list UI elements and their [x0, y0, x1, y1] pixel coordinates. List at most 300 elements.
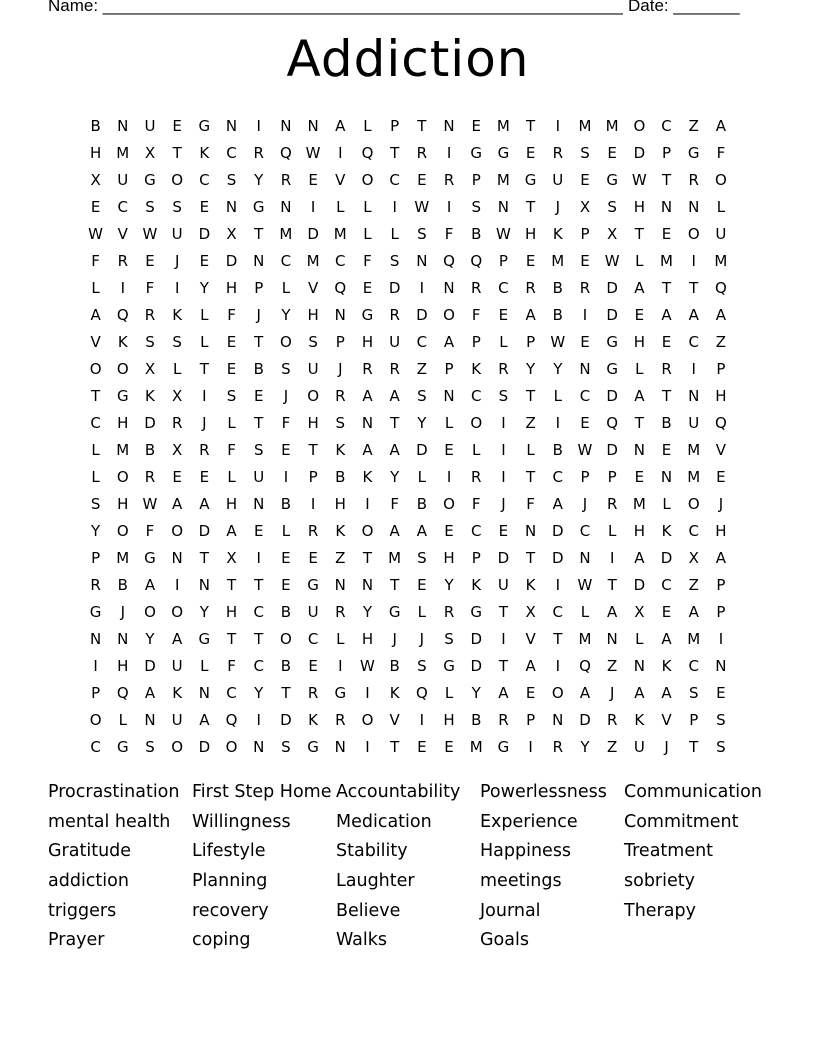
grid-letter[interactable]: A: [389, 521, 400, 540]
grid-letter[interactable]: A: [144, 683, 156, 702]
grid-letter[interactable]: T: [661, 386, 672, 405]
grid-letter[interactable]: T: [661, 278, 672, 297]
grid-letter[interactable]: R: [335, 386, 346, 405]
grid-letter[interactable]: C: [579, 521, 591, 540]
grid-letter[interactable]: W: [414, 197, 430, 216]
grid-letter[interactable]: I: [691, 251, 696, 270]
grid-letter[interactable]: I: [718, 629, 724, 648]
grid-letter[interactable]: C: [335, 251, 346, 270]
grid-letter[interactable]: C: [416, 332, 428, 351]
grid-letter[interactable]: M: [496, 116, 510, 135]
grid-letter[interactable]: K: [335, 521, 346, 540]
grid-letter[interactable]: W: [305, 143, 321, 162]
grid-letter[interactable]: K: [634, 710, 645, 729]
grid-letter[interactable]: A: [90, 305, 101, 324]
grid-letter[interactable]: D: [225, 251, 238, 270]
grid-letter[interactable]: S: [90, 494, 101, 513]
grid-letter[interactable]: T: [254, 575, 264, 594]
grid-letter[interactable]: T: [308, 440, 318, 459]
grid-letter[interactable]: R: [389, 305, 400, 324]
grid-letter[interactable]: P: [471, 548, 481, 567]
grid-letter[interactable]: T: [634, 413, 644, 432]
grid-letter[interactable]: E: [498, 521, 509, 540]
grid-letter[interactable]: D: [552, 548, 564, 567]
grid-letter[interactable]: T: [172, 143, 182, 162]
grid-letter[interactable]: N: [579, 548, 591, 567]
grid-letter[interactable]: S: [444, 629, 454, 648]
grid-letter[interactable]: N: [443, 116, 455, 135]
grid-letter[interactable]: L: [580, 602, 590, 621]
grid-letter[interactable]: K: [525, 575, 536, 594]
grid-letter[interactable]: E: [417, 737, 427, 756]
grid-letter[interactable]: C: [661, 575, 672, 594]
grid-letter[interactable]: N: [361, 413, 374, 432]
grid-letter[interactable]: E: [716, 683, 726, 702]
grid-letter[interactable]: N: [280, 116, 292, 135]
grid-letter[interactable]: G: [470, 602, 483, 621]
grid-letter[interactable]: W: [88, 224, 104, 243]
grid-letter[interactable]: Q: [116, 683, 129, 702]
grid-letter[interactable]: B: [661, 413, 672, 432]
grid-letter[interactable]: M: [660, 251, 673, 270]
grid-letter[interactable]: K: [471, 359, 482, 378]
grid-letter[interactable]: G: [388, 602, 401, 621]
grid-letter[interactable]: W: [360, 656, 375, 675]
grid-letter[interactable]: P: [471, 332, 481, 351]
grid-letter[interactable]: P: [444, 359, 454, 378]
grid-letter[interactable]: L: [91, 467, 100, 486]
grid-letter[interactable]: P: [254, 278, 264, 297]
grid-letter[interactable]: P: [580, 467, 590, 486]
grid-letter[interactable]: S: [716, 737, 726, 756]
grid-letter[interactable]: P: [471, 170, 481, 189]
grid-letter[interactable]: N: [552, 710, 564, 729]
grid-letter[interactable]: O: [225, 737, 238, 756]
grid-letter[interactable]: L: [390, 224, 399, 243]
grid-letter[interactable]: Y: [390, 467, 400, 486]
grid-letter[interactable]: M: [306, 251, 320, 270]
grid-letter[interactable]: M: [687, 467, 701, 486]
grid-letter[interactable]: B: [253, 359, 264, 378]
grid-letter[interactable]: G: [116, 737, 129, 756]
grid-letter[interactable]: F: [145, 278, 155, 297]
grid-letter[interactable]: N: [334, 305, 346, 324]
grid-letter[interactable]: J: [664, 737, 669, 756]
grid-letter[interactable]: R: [552, 143, 563, 162]
grid-letter[interactable]: D: [660, 548, 673, 567]
grid-letter[interactable]: H: [225, 602, 238, 621]
grid-letter[interactable]: A: [389, 440, 400, 459]
grid-letter[interactable]: A: [661, 305, 672, 324]
grid-letter[interactable]: N: [715, 656, 727, 675]
grid-letter[interactable]: J: [120, 602, 125, 621]
grid-letter[interactable]: H: [443, 548, 455, 567]
grid-letter[interactable]: D: [606, 305, 618, 324]
grid-letter[interactable]: O: [280, 629, 292, 648]
grid-letter[interactable]: K: [172, 683, 183, 702]
grid-letter[interactable]: C: [552, 467, 564, 486]
grid-letter[interactable]: K: [117, 332, 128, 351]
grid-letter[interactable]: O: [116, 521, 129, 540]
grid-letter[interactable]: Z: [607, 737, 618, 756]
grid-letter[interactable]: O: [361, 710, 374, 729]
grid-letter[interactable]: B: [280, 656, 292, 675]
grid-letter[interactable]: X: [226, 548, 237, 567]
grid-letter[interactable]: X: [688, 548, 699, 567]
grid-letter[interactable]: A: [661, 629, 672, 648]
grid-letter[interactable]: H: [443, 710, 455, 729]
grid-letter[interactable]: T: [226, 629, 237, 648]
grid-letter[interactable]: L: [200, 332, 209, 351]
grid-letter[interactable]: A: [172, 494, 183, 513]
grid-letter[interactable]: T: [254, 629, 264, 648]
grid-letter[interactable]: Q: [116, 305, 129, 324]
grid-letter[interactable]: M: [632, 494, 646, 513]
grid-letter[interactable]: H: [633, 197, 645, 216]
grid-letter[interactable]: S: [308, 332, 318, 351]
grid-letter[interactable]: I: [338, 656, 343, 675]
grid-letter[interactable]: P: [526, 710, 536, 729]
grid-letter[interactable]: F: [227, 305, 236, 324]
grid-letter[interactable]: H: [334, 494, 346, 513]
grid-letter[interactable]: R: [498, 359, 509, 378]
grid-letter[interactable]: G: [361, 305, 374, 324]
grid-letter[interactable]: M: [578, 116, 592, 135]
grid-letter[interactable]: W: [495, 224, 511, 243]
grid-letter[interactable]: M: [116, 548, 130, 567]
grid-letter[interactable]: L: [336, 197, 345, 216]
grid-letter[interactable]: H: [117, 494, 129, 513]
grid-letter[interactable]: A: [552, 494, 563, 513]
grid-letter[interactable]: N: [579, 359, 591, 378]
grid-letter[interactable]: P: [498, 251, 508, 270]
grid-letter[interactable]: P: [526, 332, 536, 351]
grid-letter[interactable]: B: [471, 710, 482, 729]
grid-letter[interactable]: T: [661, 170, 672, 189]
grid-letter[interactable]: E: [253, 386, 264, 405]
grid-letter[interactable]: D: [497, 548, 510, 567]
grid-letter[interactable]: E: [607, 143, 617, 162]
grid-letter[interactable]: R: [688, 170, 699, 189]
grid-letter[interactable]: Y: [444, 575, 454, 594]
grid-letter[interactable]: I: [310, 197, 316, 216]
grid-letter[interactable]: Q: [470, 251, 483, 270]
grid-letter[interactable]: F: [471, 305, 481, 324]
grid-letter[interactable]: K: [308, 710, 319, 729]
grid-letter[interactable]: N: [606, 629, 618, 648]
grid-letter[interactable]: P: [91, 683, 101, 702]
grid-letter[interactable]: S: [716, 710, 726, 729]
grid-letter[interactable]: P: [91, 548, 101, 567]
grid-letter[interactable]: E: [580, 413, 590, 432]
grid-letter[interactable]: X: [607, 224, 618, 243]
grid-letter[interactable]: L: [417, 467, 427, 486]
grid-letter[interactable]: L: [91, 440, 100, 459]
grid-letter[interactable]: F: [363, 251, 372, 270]
grid-letter[interactable]: B: [280, 602, 292, 621]
grid-letter[interactable]: Z: [688, 575, 699, 594]
grid-letter[interactable]: R: [90, 575, 101, 594]
grid-letter[interactable]: P: [335, 332, 345, 351]
grid-letter[interactable]: T: [526, 548, 536, 567]
grid-letter[interactable]: L: [526, 440, 535, 459]
grid-letter[interactable]: H: [633, 332, 645, 351]
grid-letter[interactable]: H: [715, 521, 727, 540]
grid-letter[interactable]: E: [199, 197, 210, 216]
grid-letter[interactable]: V: [90, 332, 101, 351]
grid-letter[interactable]: T: [254, 413, 264, 432]
grid-letter[interactable]: W: [577, 440, 593, 459]
grid-letter[interactable]: J: [501, 494, 506, 513]
grid-letter[interactable]: T: [199, 548, 209, 567]
grid-letter[interactable]: Z: [525, 413, 536, 432]
grid-letter[interactable]: H: [225, 494, 238, 513]
grid-letter[interactable]: X: [172, 386, 183, 405]
grid-letter[interactable]: A: [634, 683, 645, 702]
grid-letter[interactable]: E: [308, 170, 318, 189]
grid-letter[interactable]: A: [688, 602, 699, 621]
grid-letter[interactable]: L: [363, 116, 372, 135]
grid-letter[interactable]: H: [715, 386, 727, 405]
grid-letter[interactable]: D: [470, 656, 482, 675]
grid-letter[interactable]: L: [281, 521, 291, 540]
grid-letter[interactable]: R: [144, 467, 156, 486]
grid-letter[interactable]: I: [174, 575, 180, 594]
grid-letter[interactable]: P: [390, 116, 400, 135]
grid-letter[interactable]: T: [526, 386, 536, 405]
grid-letter[interactable]: K: [199, 143, 210, 162]
grid-letter[interactable]: R: [362, 359, 373, 378]
grid-letter[interactable]: T: [526, 197, 536, 216]
grid-letter[interactable]: Y: [526, 359, 536, 378]
grid-letter[interactable]: I: [338, 143, 343, 162]
grid-letter[interactable]: I: [365, 494, 370, 513]
grid-letter[interactable]: L: [635, 629, 644, 648]
grid-letter[interactable]: C: [199, 170, 210, 189]
grid-letter[interactable]: V: [307, 278, 319, 297]
grid-letter[interactable]: R: [471, 467, 482, 486]
grid-letter[interactable]: V: [661, 710, 672, 729]
grid-letter[interactable]: U: [307, 359, 319, 378]
grid-letter[interactable]: N: [144, 710, 156, 729]
grid-letter[interactable]: I: [256, 710, 261, 729]
grid-letter[interactable]: L: [200, 656, 209, 675]
grid-letter[interactable]: R: [280, 170, 292, 189]
grid-letter[interactable]: R: [335, 602, 346, 621]
grid-letter[interactable]: N: [225, 116, 238, 135]
grid-letter[interactable]: M: [578, 629, 592, 648]
grid-letter[interactable]: E: [661, 602, 672, 621]
grid-letter[interactable]: T: [526, 467, 536, 486]
grid-letter[interactable]: Y: [254, 170, 264, 189]
grid-letter[interactable]: C: [307, 629, 319, 648]
grid-letter[interactable]: A: [525, 305, 536, 324]
grid-letter[interactable]: L: [444, 683, 454, 702]
grid-letter[interactable]: A: [335, 116, 346, 135]
grid-letter[interactable]: N: [171, 548, 183, 567]
grid-letter[interactable]: D: [388, 278, 401, 297]
grid-letter[interactable]: Q: [606, 413, 619, 432]
grid-letter[interactable]: U: [389, 332, 401, 351]
grid-letter[interactable]: G: [334, 683, 347, 702]
grid-letter[interactable]: S: [335, 413, 346, 432]
grid-letter[interactable]: K: [552, 224, 563, 243]
grid-letter[interactable]: R: [307, 683, 319, 702]
grid-letter[interactable]: F: [281, 413, 291, 432]
grid-letter[interactable]: N: [660, 467, 673, 486]
grid-letter[interactable]: H: [117, 656, 129, 675]
grid-letter[interactable]: E: [525, 143, 536, 162]
grid-letter[interactable]: X: [579, 197, 591, 216]
grid-letter[interactable]: I: [582, 305, 588, 324]
grid-letter[interactable]: H: [225, 278, 238, 297]
grid-letter[interactable]: I: [446, 467, 452, 486]
grid-letter[interactable]: E: [634, 467, 645, 486]
grid-letter[interactable]: G: [606, 332, 618, 351]
grid-letter[interactable]: N: [307, 116, 319, 135]
grid-letter[interactable]: C: [688, 521, 699, 540]
grid-letter[interactable]: W: [577, 575, 593, 594]
grid-letter[interactable]: G: [606, 359, 618, 378]
grid-letter[interactable]: B: [144, 440, 156, 459]
grid-letter[interactable]: T: [199, 359, 209, 378]
grid-letter[interactable]: C: [579, 386, 591, 405]
grid-letter[interactable]: I: [419, 710, 425, 729]
grid-letter[interactable]: W: [631, 170, 647, 189]
grid-letter[interactable]: B: [90, 116, 101, 135]
grid-letter[interactable]: Y: [199, 602, 209, 621]
grid-letter[interactable]: P: [716, 359, 726, 378]
grid-letter[interactable]: E: [661, 224, 672, 243]
grid-letter[interactable]: A: [199, 710, 210, 729]
grid-letter[interactable]: R: [471, 278, 482, 297]
grid-letter[interactable]: L: [499, 332, 508, 351]
grid-letter[interactable]: O: [715, 170, 727, 189]
grid-letter[interactable]: M: [605, 116, 619, 135]
grid-letter[interactable]: K: [661, 521, 672, 540]
grid-letter[interactable]: S: [498, 386, 509, 405]
date-field-label[interactable]: Date: _______: [628, 0, 740, 15]
grid-letter[interactable]: K: [335, 440, 346, 459]
grid-letter[interactable]: V: [335, 170, 346, 189]
grid-letter[interactable]: I: [392, 197, 397, 216]
grid-letter[interactable]: A: [362, 386, 373, 405]
grid-letter[interactable]: T: [498, 602, 508, 621]
grid-letter[interactable]: R: [253, 143, 264, 162]
grid-letter[interactable]: S: [172, 332, 182, 351]
grid-letter[interactable]: L: [607, 521, 617, 540]
grid-letter[interactable]: L: [200, 305, 209, 324]
grid-letter[interactable]: G: [524, 170, 537, 189]
grid-letter[interactable]: G: [198, 629, 211, 648]
grid-letter[interactable]: D: [633, 575, 646, 594]
grid-letter[interactable]: U: [688, 413, 700, 432]
grid-letter[interactable]: W: [142, 224, 158, 243]
grid-letter[interactable]: L: [227, 413, 236, 432]
grid-letter[interactable]: C: [90, 413, 101, 432]
grid-letter[interactable]: Y: [281, 305, 291, 324]
grid-letter[interactable]: R: [606, 710, 618, 729]
grid-letter[interactable]: Q: [715, 278, 727, 297]
grid-letter[interactable]: Q: [361, 143, 374, 162]
grid-letter[interactable]: Y: [362, 602, 373, 621]
grid-letter[interactable]: C: [117, 197, 129, 216]
grid-letter[interactable]: I: [256, 116, 261, 135]
grid-letter[interactable]: N: [334, 575, 346, 594]
grid-letter[interactable]: L: [635, 359, 644, 378]
grid-letter[interactable]: Y: [471, 683, 481, 702]
grid-letter[interactable]: L: [227, 467, 236, 486]
grid-letter[interactable]: A: [634, 548, 645, 567]
grid-letter[interactable]: S: [580, 143, 590, 162]
grid-letter[interactable]: I: [446, 143, 452, 162]
grid-letter[interactable]: K: [145, 386, 155, 405]
grid-letter[interactable]: A: [172, 629, 183, 648]
grid-letter[interactable]: I: [555, 575, 560, 594]
grid-letter[interactable]: E: [716, 467, 726, 486]
grid-letter[interactable]: O: [89, 359, 102, 378]
grid-letter[interactable]: O: [443, 305, 455, 324]
grid-letter[interactable]: U: [497, 575, 509, 594]
grid-letter[interactable]: T: [689, 737, 699, 756]
grid-letter[interactable]: D: [198, 737, 211, 756]
grid-letter[interactable]: Y: [91, 521, 101, 540]
grid-letter[interactable]: L: [444, 413, 454, 432]
grid-letter[interactable]: N: [253, 737, 265, 756]
grid-letter[interactable]: C: [661, 116, 672, 135]
grid-letter[interactable]: E: [253, 521, 264, 540]
grid-letter[interactable]: D: [606, 278, 618, 297]
grid-letter[interactable]: O: [361, 521, 374, 540]
grid-letter[interactable]: N: [334, 737, 346, 756]
grid-letter[interactable]: B: [552, 440, 563, 459]
grid-letter[interactable]: E: [281, 575, 291, 594]
grid-letter[interactable]: S: [417, 224, 427, 243]
grid-letter[interactable]: N: [225, 197, 238, 216]
grid-letter[interactable]: R: [416, 143, 428, 162]
grid-letter[interactable]: I: [120, 278, 125, 297]
grid-letter[interactable]: I: [202, 386, 207, 405]
grid-letter[interactable]: N: [117, 116, 129, 135]
grid-letter[interactable]: U: [171, 656, 183, 675]
grid-letter[interactable]: D: [606, 440, 618, 459]
grid-letter[interactable]: G: [606, 170, 618, 189]
grid-letter[interactable]: Q: [415, 683, 428, 702]
grid-letter[interactable]: A: [525, 656, 536, 675]
grid-letter[interactable]: M: [116, 440, 130, 459]
grid-letter[interactable]: L: [363, 224, 372, 243]
grid-letter[interactable]: S: [172, 197, 182, 216]
grid-letter[interactable]: F: [444, 224, 454, 243]
grid-letter[interactable]: T: [226, 575, 237, 594]
grid-letter[interactable]: P: [308, 467, 318, 486]
grid-letter[interactable]: O: [687, 224, 700, 243]
grid-letter[interactable]: E: [444, 737, 454, 756]
grid-letter[interactable]: C: [688, 332, 699, 351]
grid-letter[interactable]: Z: [688, 116, 699, 135]
grid-letter[interactable]: U: [253, 467, 265, 486]
grid-letter[interactable]: D: [307, 224, 319, 243]
grid-letter[interactable]: Q: [334, 278, 347, 297]
grid-letter[interactable]: A: [634, 386, 645, 405]
grid-letter[interactable]: A: [715, 305, 727, 324]
grid-letter[interactable]: G: [497, 737, 510, 756]
grid-letter[interactable]: E: [444, 521, 454, 540]
grid-letter[interactable]: G: [307, 737, 319, 756]
grid-letter[interactable]: S: [145, 332, 155, 351]
grid-letter[interactable]: U: [171, 224, 183, 243]
grid-letter[interactable]: C: [498, 278, 509, 297]
